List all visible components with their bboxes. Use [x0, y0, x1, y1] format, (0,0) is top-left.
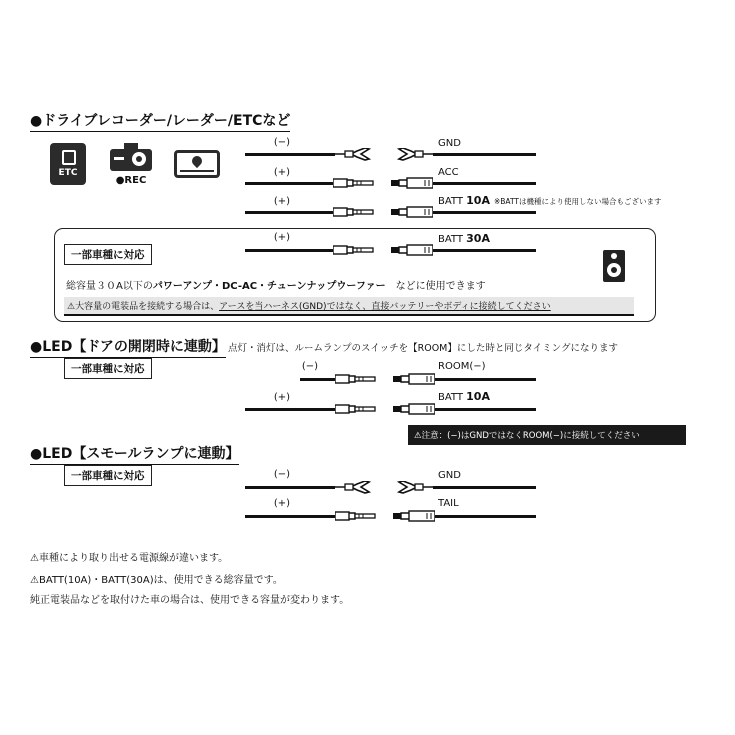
- terminal-label-acc: ACC: [438, 167, 459, 178]
- male-connector-icon: [333, 206, 375, 218]
- fork-terminal-icon: [335, 148, 371, 162]
- box-description: 総容量３０A以下のパワーアンプ・DC-AC・チューンナップウーファー などに使用できます: [66, 281, 486, 292]
- male-connector-icon: [333, 244, 375, 256]
- dashcam-icon: ●REC: [108, 143, 154, 191]
- wire: [245, 408, 337, 411]
- compatibility-badge: 一部車種に対応: [64, 358, 152, 379]
- section-title-dashcam: ●ドライブレコーダー/レーダー/ETCなど: [30, 110, 290, 132]
- wire: [245, 249, 335, 252]
- female-connector-icon: [389, 177, 433, 189]
- terminal-label-batt10: BATT 10A ※BATTは機種により使用しない場合もございます: [438, 194, 662, 207]
- sign-label: (+): [273, 167, 291, 178]
- terminal-label-batt30: BATT 30A: [438, 232, 490, 245]
- fork-terminal-icon: [397, 481, 433, 495]
- wire: [245, 486, 335, 489]
- section-title-led-small-lamp: ●LED【スモールランプに連動】: [30, 443, 239, 465]
- terminal-label-gnd: GND: [438, 138, 461, 149]
- sign-label: (+): [273, 498, 291, 509]
- sign-label: (+): [273, 196, 291, 207]
- wire: [433, 249, 536, 252]
- terminal-label-room: ROOM(−): [438, 361, 486, 372]
- compatibility-badge: 一部車種に対応: [64, 244, 152, 265]
- male-connector-icon: [335, 373, 377, 385]
- male-connector-icon: [333, 177, 375, 189]
- room-warning: ⚠注意：(−)はGNDではなくROOM(−)に接続してください: [408, 425, 686, 445]
- sign-label: (−): [273, 469, 291, 480]
- fork-terminal-icon: [335, 481, 371, 495]
- wire: [433, 153, 536, 156]
- wire: [245, 153, 335, 156]
- wire: [245, 515, 337, 518]
- wire: [433, 211, 536, 214]
- terminal-label-batt10-led: BATT 10A: [438, 390, 490, 403]
- wire: [435, 408, 536, 411]
- section-description: 点灯・消灯は、ルームランプのスイッチを【ROOM】にした時と同じタイミングになります: [228, 343, 618, 354]
- sign-label: (−): [301, 361, 319, 372]
- wire: [300, 378, 337, 381]
- note-line: ⚠BATT(10A)・BATT(30A)は、使用できる総容量です。: [30, 575, 283, 586]
- wire: [245, 182, 335, 185]
- note-line: ⚠車種により取り出せる電源線が違います。: [30, 553, 229, 564]
- speaker-icon: [603, 250, 625, 282]
- female-connector-icon: [391, 373, 435, 385]
- female-connector-icon: [391, 510, 435, 522]
- male-connector-icon: [335, 403, 377, 415]
- navigation-icon: [174, 150, 220, 178]
- box-warning: ⚠大容量の電装品を接続する場合は、アースを当ハーネス(GND)ではなく、直接バッテリーやボディに接続してください: [64, 297, 634, 316]
- terminal-label-tail: TAIL: [438, 498, 459, 509]
- male-connector-icon: [335, 510, 377, 522]
- wire: [433, 486, 536, 489]
- female-connector-icon: [389, 244, 433, 256]
- wire: [435, 515, 536, 518]
- sign-label: (−): [273, 137, 291, 148]
- wire: [433, 182, 536, 185]
- section-title-led-door: ●LED【ドアの開閉時に連動】: [30, 336, 226, 358]
- etc-icon: ETC: [50, 143, 86, 185]
- sign-label: (+): [273, 232, 291, 243]
- sign-label: (+): [273, 392, 291, 403]
- wire: [435, 378, 536, 381]
- note-line: 純正電装品などを取付けた車の場合は、使用できる容量が変わります。: [30, 595, 350, 606]
- terminal-label-gnd-small: GND: [438, 470, 461, 481]
- female-connector-icon: [391, 403, 435, 415]
- wire: [245, 211, 335, 214]
- female-connector-icon: [389, 206, 433, 218]
- compatibility-badge: 一部車種に対応: [64, 465, 152, 486]
- fork-terminal-icon: [397, 148, 433, 162]
